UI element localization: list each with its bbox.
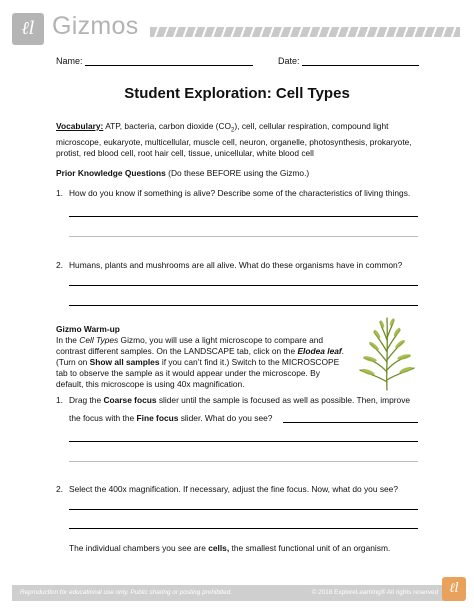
- warmup-question-2-number: 2.: [56, 484, 63, 494]
- prior-question-1: How do you know if something is alive? Describe some of the characteristics of living things.: [69, 188, 411, 198]
- date-label: Date:: [278, 56, 300, 66]
- vocabulary-line-2: microscope, eukaryote, multicellular, muscle cell, neuron, organelle, photosynthesis, prokaryote,: [56, 136, 412, 147]
- explorelearning-logo-icon: ℓl: [12, 13, 44, 45]
- footer-copyright: © 2018 ExploreLearning® All rights reserved: [311, 589, 438, 596]
- footer-disclaimer: Reproduction for educational use only. Public sharing or posting prohibited.: [20, 589, 232, 596]
- warmup-question-1: Drag the Coarse focus slider until the sample is focused as well as possible. Then, improve: [69, 395, 411, 405]
- vocabulary-line-3: protist, red blood cell, root hair cell, tissue, unicellular, white blood cell: [56, 147, 314, 158]
- date-field: [278, 56, 419, 66]
- answer-line[interactable]: [69, 509, 418, 510]
- answer-line[interactable]: [69, 461, 418, 462]
- answer-line[interactable]: [69, 216, 418, 217]
- date-blank[interactable]: [302, 56, 419, 66]
- answer-line[interactable]: [69, 285, 418, 286]
- prior-knowledge-heading: Prior Knowledge Questions (Do these BEFORE using the Gizmo.): [56, 168, 310, 178]
- elodea-plant-icon: [356, 312, 418, 392]
- explorelearning-badge-icon: ℓl: [442, 577, 466, 601]
- prior-question-1-number: 1.: [56, 188, 63, 198]
- page-title: Student Exploration: Cell Types: [124, 85, 350, 102]
- answer-line[interactable]: [283, 422, 418, 423]
- header-stripe: [150, 27, 460, 37]
- page-footer: [12, 581, 462, 601]
- name-label: Name:: [56, 56, 83, 66]
- closing-statement: The individual chambers you see are cells, the smallest functional unit of an organism.: [69, 543, 391, 553]
- prior-question-2: Humans, plants and mushrooms are all alive. What do these organisms have in common?: [69, 260, 403, 270]
- brand-name: Gizmos: [52, 12, 139, 40]
- page-header: [0, 0, 474, 40]
- answer-line[interactable]: [69, 441, 418, 442]
- answer-line[interactable]: [69, 305, 418, 306]
- warmup-question-2: Select the 400x magnification. If necessary, adjust the fine focus. Now, what do you see?: [69, 484, 398, 494]
- warmup-heading: Gizmo Warm-up: [56, 324, 120, 334]
- warmup-intro: Gizmo Warm-up In the Cell Types Gizmo, you will use a light microscope to compare and contrast different samples. On the LANDSCAPE tab, click on the Elodea leaf. (Turn on Show all samples if you can’t find it.) Switch to the MICROSCOPE tab to observe the sample as it would appear under the microscope. By default, this microscope is using 40x magnification.: [56, 324, 356, 390]
- vocabulary-block: [56, 121, 436, 159]
- name-field: [56, 56, 253, 66]
- answer-line[interactable]: [69, 528, 418, 529]
- name-blank[interactable]: [85, 56, 253, 66]
- warmup-question-1-number: 1.: [56, 395, 63, 405]
- warmup-question-1-cont: the focus with the Fine focus slider. What do you see?: [69, 413, 273, 423]
- vocabulary-line-1: Vocabulary: ATP, bacteria, carbon dioxide $(CO_2)$, cell, cellular respiration, compound light: [56, 121, 389, 134]
- prior-question-2-number: 2.: [56, 260, 63, 270]
- vocabulary-label: Vocabulary:: [56, 121, 104, 131]
- answer-line[interactable]: [69, 236, 418, 237]
